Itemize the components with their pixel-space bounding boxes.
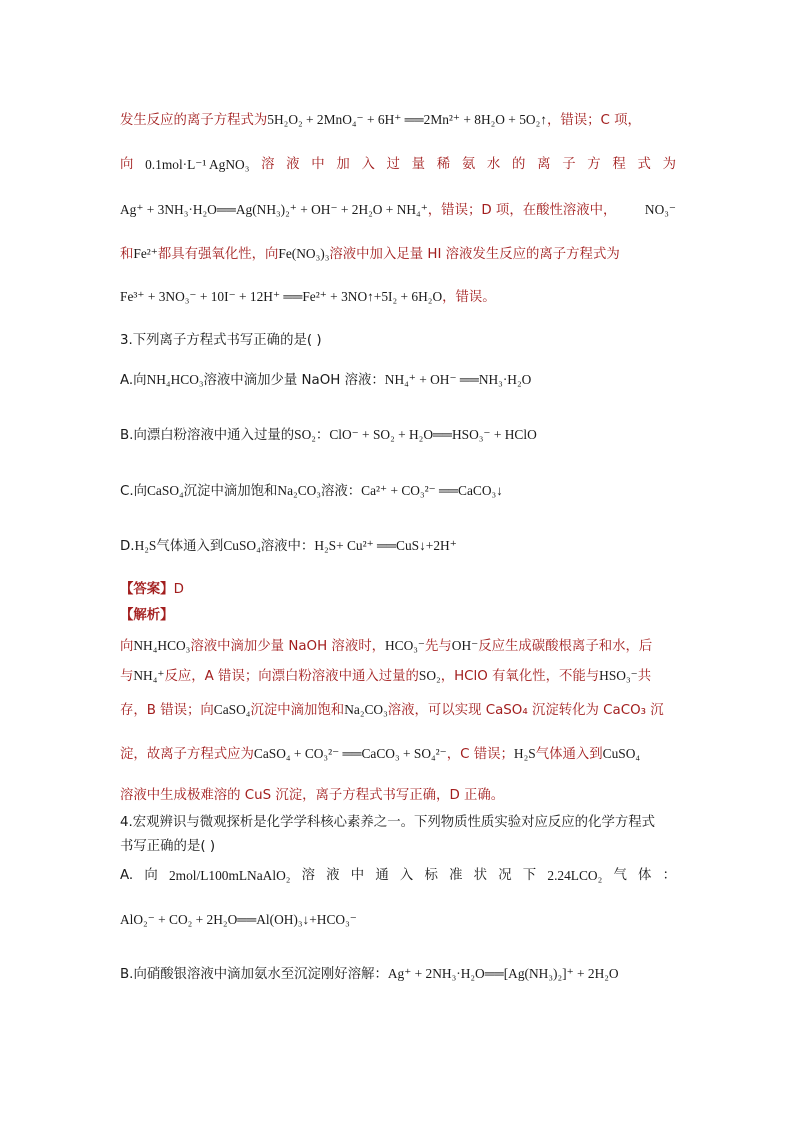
formula: CaSO₄: [147, 483, 184, 498]
question-4-stem-line-2: 书写正确的是( ): [120, 839, 216, 854]
char: 程: [612, 157, 626, 172]
char: 子: [562, 157, 576, 172]
text: 溶液中加入足量 HI 溶液发生反应的离子方程式为: [329, 247, 620, 262]
char: 况: [498, 868, 512, 883]
answer-label: 【答案】: [120, 582, 174, 597]
char: 的: [512, 157, 526, 172]
char: 体: [638, 868, 652, 883]
char: 通: [375, 868, 389, 883]
analysis-q3-line-4: [120, 744, 676, 765]
equation: 5H₂O₂ + 2MnO₄⁻ + 6H⁺ ══2Mn²⁺ + 8H₂O + 5O₂↑: [267, 112, 547, 127]
q4-option-a-equation: AlO₂⁻ + CO₂ + 2H₂O══Al(OH)₃↓+HCO₃⁻: [120, 912, 357, 927]
equation: Ag⁺ + 2NH₃·H₂O══[Ag(NH₃)₂]⁺ + 2H₂O: [387, 966, 619, 981]
char: 水: [486, 157, 501, 172]
char: 向: [120, 157, 134, 172]
analysis-line-2: [120, 155, 676, 175]
q3-option-a: [120, 370, 676, 391]
question-3-stem: 3.下列离子方程式书写正确的是( ): [120, 333, 322, 348]
text: 淀，故离子方程式应为: [120, 747, 254, 762]
analysis-q3-line-5: 溶液中生成极难溶的 CuS 沉淀，离子方程式书写正确，D 正确。: [120, 788, 505, 803]
q3-option-c: [120, 481, 676, 502]
formula: CuSO₄: [602, 746, 641, 761]
text: ，错误；D 项，在酸性溶液中，: [427, 203, 617, 218]
q4-option-b: [120, 964, 676, 985]
formula: 0.1mol·L⁻¹ AgNO₃: [145, 157, 250, 172]
text: 先与: [425, 639, 452, 654]
char: 液: [286, 157, 300, 172]
formula: Fe²⁺: [133, 246, 158, 261]
text: 反应生成碳酸根离子和水，后: [478, 639, 653, 654]
char: A.: [120, 868, 134, 883]
char: 离: [537, 157, 551, 172]
text: 都具有强氧化性，向: [157, 247, 279, 262]
text: A.向: [120, 373, 147, 388]
formula: Na₂CO₃: [344, 702, 388, 717]
formula: NH₄HCO₃: [133, 638, 191, 653]
text: 溶液中滴加少量 NaOH 溶液：: [203, 373, 385, 388]
formula: HCO₃⁻: [384, 638, 425, 653]
char: 方: [587, 157, 601, 172]
char: 式: [637, 157, 651, 172]
text: 向: [120, 639, 134, 654]
formula: HSO₃⁻: [599, 668, 638, 683]
text: 沉淀中滴加饱和: [250, 703, 345, 718]
char: 量: [411, 157, 426, 172]
text: 气体通入到: [156, 539, 224, 554]
text: 溶液中滴加少量 NaOH 溶液时，: [190, 639, 385, 654]
q3-option-d: [120, 536, 676, 557]
text: 反应，A 错误；向漂白粉溶液中通入过量的: [164, 669, 419, 684]
char: 为: [662, 157, 676, 172]
text: ，C 错误；: [446, 747, 514, 762]
char: 入: [361, 157, 375, 172]
analysis-line-5: [120, 287, 676, 308]
char: ：: [662, 868, 676, 883]
analysis-q3-line-3: [120, 700, 676, 721]
char: 准: [449, 868, 463, 883]
question-4-stem-line-1: 4.宏观辨识与微观探析是化学学科核心素养之一。下列物质性质实验对应反应的化学方程式: [120, 815, 656, 830]
formula: H₂S: [513, 746, 536, 761]
char: 溶: [261, 157, 275, 172]
char: 稀: [436, 157, 451, 172]
char: 入: [399, 868, 414, 883]
text: 气体通入到: [535, 747, 603, 762]
equation: CaSO₄ + CO₃²⁻ ══CaCO₃ + SO₄²⁻: [253, 746, 447, 761]
formula: CaSO₄: [213, 702, 251, 717]
char: 加: [336, 157, 350, 172]
text: 沉淀中滴加饱和: [183, 484, 278, 499]
text: D.: [120, 539, 135, 554]
analysis-label: 【解析】: [120, 608, 174, 623]
text: 共: [637, 669, 652, 684]
formula: 2.24LCO₂: [547, 868, 603, 883]
formula: Fe(NO₃)₃: [278, 246, 330, 261]
formula: NH₄HCO₃: [146, 372, 204, 387]
char: 气: [613, 868, 627, 883]
analysis-line-3: [120, 200, 676, 221]
char: 溶: [301, 868, 315, 883]
equation: H₂S+ Cu²⁺ ══CuS↓+2H⁺: [314, 538, 457, 553]
equation: Ag⁺ + 3NH₃·H₂O══Ag(NH₃)₂⁺ + OH⁻ + 2H₂O + NH₄⁺: [120, 202, 428, 217]
analysis-q3-line-2: [120, 666, 676, 687]
formula: H₂S: [134, 538, 157, 553]
text: B.向漂白粉溶液中通入过量的: [120, 428, 295, 443]
char: 状: [473, 868, 488, 883]
char: 氨: [461, 157, 476, 172]
equation: Fe³⁺ + 3NO₃⁻ + 10I⁻ + 12H⁺ ══Fe²⁺ + 3NO↑+5I₂ + 6H₂O: [120, 289, 443, 304]
answer-line: [120, 580, 676, 600]
text: ，错误；C 项，: [546, 113, 641, 128]
equation: SO₂：ClO⁻ + SO₂ + H₂O══HSO₃⁻ + HClO: [294, 427, 537, 442]
formula: NH₄⁺: [133, 668, 165, 683]
text: 发生反应的离子方程式为: [120, 113, 268, 128]
q4-option-a: [120, 866, 676, 886]
char: 向: [144, 868, 158, 883]
answer-value: D: [173, 582, 184, 597]
equation: Ca²⁺ + CO₃²⁻ ══CaCO₃↓: [361, 483, 503, 498]
text: ，HClO 有氧化性，不能与: [440, 669, 600, 684]
text: B.向硝酸银溶液中滴加氨水至沉淀刚好溶解：: [120, 967, 388, 982]
text: 存，B 错误；向: [120, 703, 214, 718]
analysis-q3-line-1: [120, 636, 676, 657]
formula: 2mol/L100mLNaAlO₂: [168, 868, 291, 883]
formula: OH⁻: [451, 638, 479, 653]
char: 过: [386, 157, 400, 172]
char: 标: [424, 868, 438, 883]
q3-option-b: [120, 425, 676, 446]
analysis-line-4: [120, 244, 676, 265]
formula: NO₃⁻: [644, 202, 676, 217]
char: 液: [326, 868, 340, 883]
formula: Na₂CO₃: [277, 483, 321, 498]
char: 下: [522, 868, 537, 883]
text: C.向: [120, 484, 147, 499]
text: 和: [120, 247, 134, 262]
analysis-line-1: [120, 110, 676, 131]
text: 与: [120, 669, 134, 684]
char: 中: [311, 157, 325, 172]
text: 溶液中：: [260, 539, 315, 554]
text: 溶液，可以实现 CaSO₄ 沉淀转化为 CaCO₃ 沉: [387, 703, 664, 718]
char: 中: [350, 868, 365, 883]
text: ，错误。: [442, 290, 496, 305]
equation: NH₄⁺ + OH⁻ ══NH₃·H₂O: [384, 372, 532, 387]
formula: SO₂: [418, 668, 441, 683]
formula: CuSO₄: [223, 538, 261, 553]
text: 溶液：: [320, 484, 362, 499]
